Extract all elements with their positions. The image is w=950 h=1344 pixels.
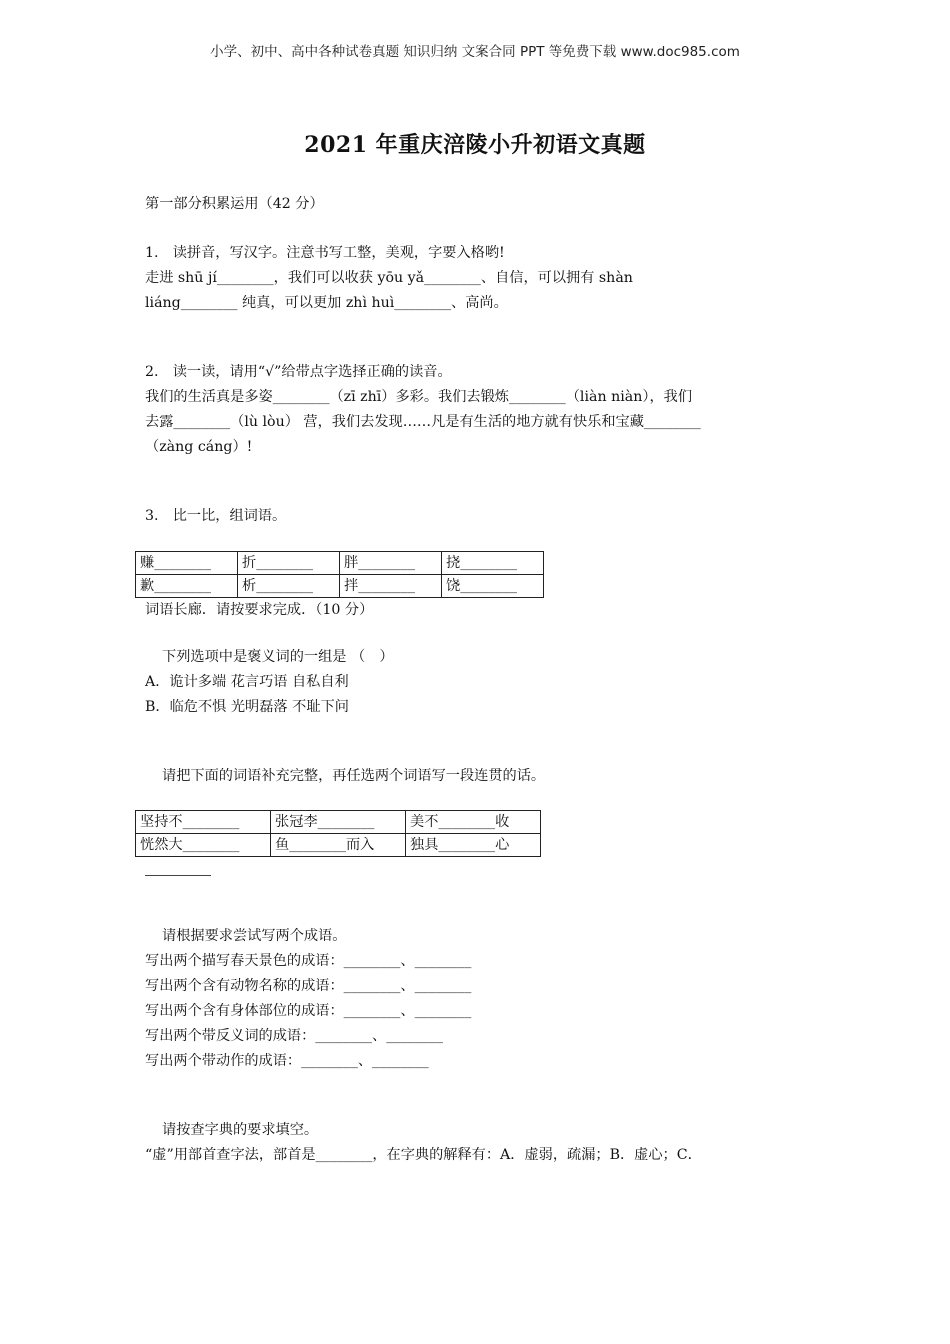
dictionary-line: “虚”用部首查字法，部首是________，在字典的解释有：A．虚弱，疏漏；B．虚心；C． [145, 1147, 702, 1163]
complete-words-table [135, 810, 541, 857]
commendatory-prompt: 下列选项中是褒义词的一组是 （ ） [162, 649, 394, 665]
option-b: B．临危不惧 光明磊落 不耻下问 [145, 699, 349, 715]
idiom-line: 写出两个含有身体部位的成语：________、________ [145, 1003, 472, 1019]
table-cell: 赚________ [136, 552, 238, 575]
table-cell: 挠________ [442, 552, 544, 575]
q2-prompt: 2. 读一读，请用“√”给带点字选择正确的读音。 [145, 364, 452, 380]
table-cell: 折________ [238, 552, 340, 575]
table-cell: 美不________收 [406, 811, 541, 834]
part-heading: 第一部分积累运用（42 分） [145, 196, 324, 212]
table-cell: 析________ [238, 575, 340, 598]
idiom-line: 写出两个带反义词的成语：________、________ [145, 1028, 443, 1044]
table-cell: 张冠李________ [271, 811, 406, 834]
complete-prompt: 请把下面的词语补充完整，再任选两个词语写一段连贯的话。 [162, 768, 546, 784]
dictionary-prompt: 请按查字典的要求填空。 [162, 1122, 319, 1138]
compare-words-table [135, 551, 544, 598]
idiom-line: 写出两个含有动物名称的成语：________、________ [145, 978, 472, 994]
idiom-line: 写出两个描写春天景色的成语：________、________ [145, 953, 472, 969]
table-row [136, 834, 541, 857]
option-a: A．诡计多端 花言巧语 自私自利 [145, 674, 349, 690]
table-cell: 歉________ [136, 575, 238, 598]
q2-line: （zàng cáng）! [145, 439, 253, 455]
idioms-prompt: 请根据要求尝试写两个成语。 [162, 928, 347, 944]
q1-line: 走进 shū jí________，我们可以收获 yōu yǎ________、自信，可以拥有 shàn [145, 270, 633, 286]
table-cell: 恍然大________ [136, 834, 271, 857]
page-title: 2021 年重庆涪陵小升初语文真题 [304, 132, 646, 158]
q1-line: liáng________ 纯真，可以更加 zhì huì________、高尚。 [145, 295, 508, 311]
q2-line: 我们的生活真是多姿________（zī zhī）多彩。我们去锻炼________（liàn niàn），我们 [145, 389, 693, 405]
idiom-line: 写出两个带动作的成语：________、________ [145, 1053, 429, 1069]
section-heading: 词语长廊．请按要求完成．（10 分） [145, 602, 374, 618]
q1-prompt: 1. 读拼音，写汉字。注意书写工整，美观，字要入格哟! [145, 245, 505, 261]
table-cell: 独具________心 [406, 834, 541, 857]
q3-prompt: 3. 比一比，组词语。 [145, 508, 287, 524]
table-row [136, 552, 544, 575]
q2-line: 去露________（lù lòu） 营，我们去发现……凡是有生活的地方就有快乐和宝藏________ [145, 414, 701, 430]
page-header: 小学、初中、高中各种试卷真题 知识归纳 文案合同 PPT 等免费下载 www.doc985.com [210, 44, 740, 60]
table-row [136, 575, 544, 598]
table-cell: 鱼________而入 [271, 834, 406, 857]
table-cell: 坚持不________ [136, 811, 271, 834]
table-cell: 饶________ [442, 575, 544, 598]
table-row [136, 811, 541, 834]
document-body [140, 192, 810, 1168]
table-cell: 胖________ [340, 552, 442, 575]
table-cell: 拌________ [340, 575, 442, 598]
